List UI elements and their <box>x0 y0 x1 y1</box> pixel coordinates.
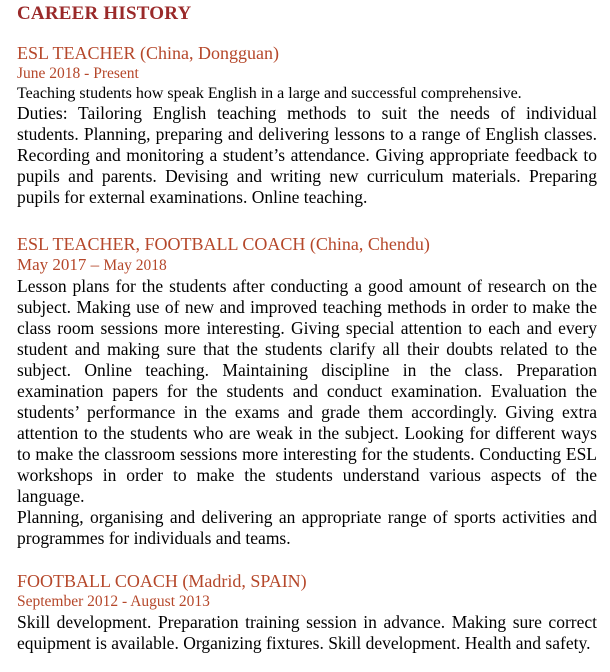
job-coaching: Planning, organising and delivering an appropriate range of sports activities and programmes for individuals and teams. <box>17 507 597 548</box>
job-title: ESL TEACHER, FOOTBALL COACH (China, Chendu) <box>17 234 430 254</box>
job-date-separator: – <box>86 255 104 274</box>
job-dates <box>17 255 597 276</box>
job-summary: Teaching students how speak English in a large and successful comprehensive. <box>17 85 522 102</box>
section-heading: CAREER HISTORY <box>17 3 192 24</box>
job-entry-esl-dongguan <box>17 42 597 208</box>
job-duties: Duties: Tailoring English teaching methods to suit the needs of individual students. Planning, preparing and delivering lessons to a range of English classes. Recording and monitoring a student’s attendance. Giving appropriate feedback to pupils and parents. Devising and writing new curriculum materials. Preparing pupils for external examinations. Online teaching. <box>17 103 597 207</box>
job-entry-esl-football-chendu <box>17 233 597 549</box>
job-title: FOOTBALL COACH (Madrid, SPAIN) <box>17 571 307 591</box>
job-dates: September 2012 - August 2013 <box>17 593 210 610</box>
job-description: Skill development. Preparation training session in advance. Making sure correct equipment is available. Organizing fixtures. Skill development. Health and safety. <box>17 612 597 653</box>
job-dates: June 2018 - Present <box>17 65 139 82</box>
job-title: ESL TEACHER (China, Dongguan) <box>17 43 279 63</box>
job-description: Lesson plans for the students after conducting a good amount of research on the subject. Making use of new and improved teaching methods in order to make the class room sessions more interesting. Giving special attention to each and every student and making sure that the students clarify all their doubts related to the subject. Online teaching. Maintaining discipline in the class. Preparation examination papers for the students and conduct examination. Evaluation the students’ performance in the exams and grade them accordingly. Giving extra attention to the students who are weak in the subject. Looking for different ways to make the classroom sessions more interesting for the students. Conducting ESL workshops in order to make the students understand various aspects of the language. <box>17 276 597 506</box>
job-date-start: May 2017 <box>17 255 87 274</box>
job-date-end: May 2018 <box>103 257 167 274</box>
job-entry-football-madrid <box>17 570 597 654</box>
